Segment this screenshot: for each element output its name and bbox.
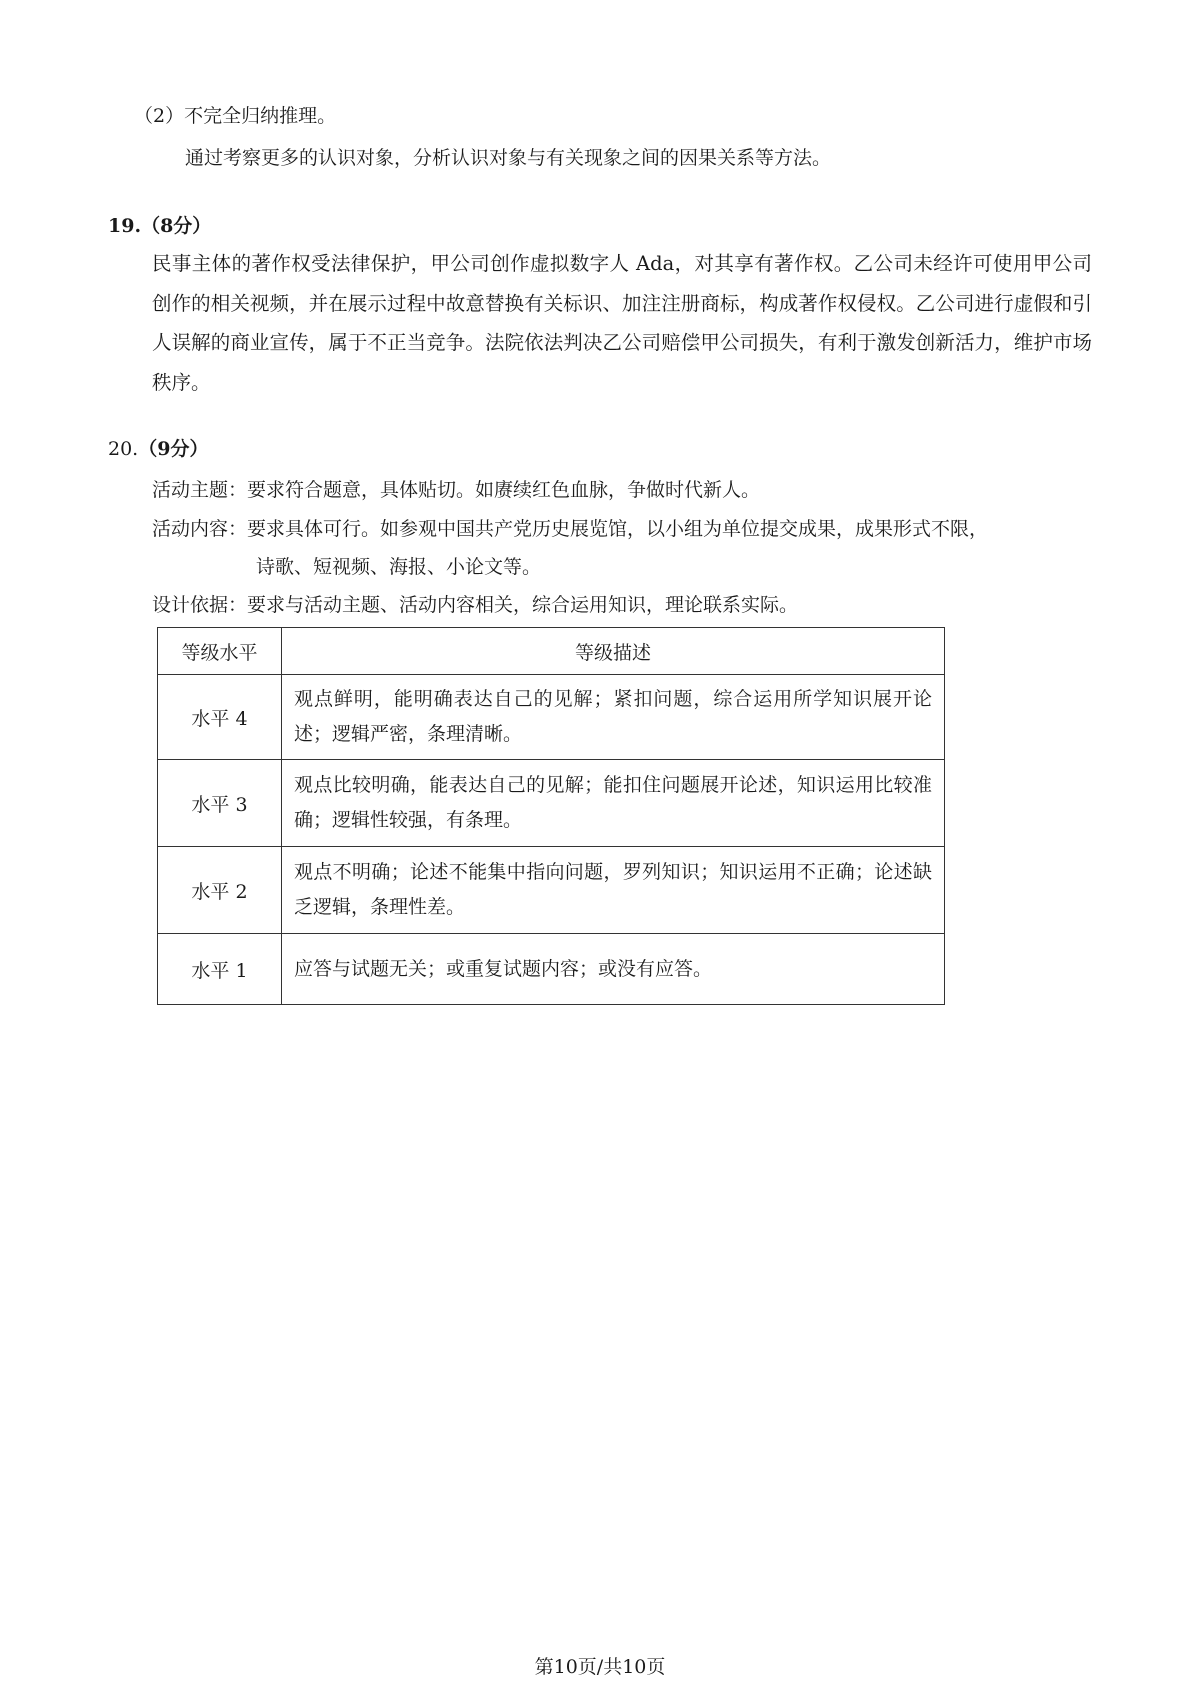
table-row (158, 675, 945, 760)
description-cell: 观点不明确；论述不能集中指向问题，罗列知识；知识运用不正确；论述缺乏逻辑，条理性差。 (282, 847, 945, 934)
grading-table (157, 627, 945, 1005)
table-row (158, 760, 945, 847)
question-number: 19. (108, 215, 142, 237)
level-cell: 水平 3 (158, 760, 282, 847)
activity-theme: 活动主题：要求符合题意，具体贴切。如赓续红色血脉，争做时代新人。 (152, 479, 761, 501)
design-basis: 设计依据：要求与活动主题、活动内容相关，综合运用知识，理论联系实际。 (152, 594, 799, 616)
sub-question-title: （2）不完全归纳推理。 (134, 105, 337, 127)
page-number-footer: 第10页/共10页 (534, 1656, 666, 1678)
level-cell: 水平 4 (158, 675, 282, 760)
question-19-header (108, 214, 211, 238)
description-cell: 观点比较明确，能表达自己的见解；能扣住问题展开论述，知识运用比较准确；逻辑性较强，有条理。 (282, 760, 945, 847)
question-19-answer: 民事主体的著作权受法律保护，甲公司创作虚拟数字人 Ada，对其享有著作权。乙公司未经许可使用甲公司创作的相关视频，并在展示过程中故意替换有关标识、加注注册商标，构成著作权侵权。乙公司进行虚假和引人误解的商业宣传，属于不正当竞争。法院依法判决乙公司赔偿甲公司损失，有利于激发创新活力，维护市场秩序。 (152, 252, 1092, 394)
table-header: 等级描述 (282, 628, 945, 675)
table-header: 等级水平 (158, 628, 282, 675)
table-header-row (158, 628, 945, 675)
question-points: （9分） (138, 438, 209, 460)
table-row (158, 934, 945, 1005)
activity-content-line2: 诗歌、短视频、海报、小论文等。 (256, 556, 542, 578)
question-number: 20. (108, 438, 139, 460)
table-row (158, 847, 945, 934)
description-cell: 观点鲜明，能明确表达自己的见解；紧扣问题，综合运用所学知识展开论述；逻辑严密，条理清晰。 (282, 675, 945, 760)
activity-content-line1: 活动内容：要求具体可行。如参观中国共产党历史展览馆，以小组为单位提交成果，成果形式不限， (152, 518, 989, 540)
question-points: （8分） (141, 215, 212, 237)
question-20-header (108, 437, 208, 461)
sub-question-answer: 通过考察更多的认识对象，分析认识对象与有关现象之间的因果关系等方法。 (185, 147, 832, 169)
description-cell: 应答与试题无关；或重复试题内容；或没有应答。 (282, 934, 945, 1005)
level-cell: 水平 1 (158, 934, 282, 1005)
level-cell: 水平 2 (158, 847, 282, 934)
